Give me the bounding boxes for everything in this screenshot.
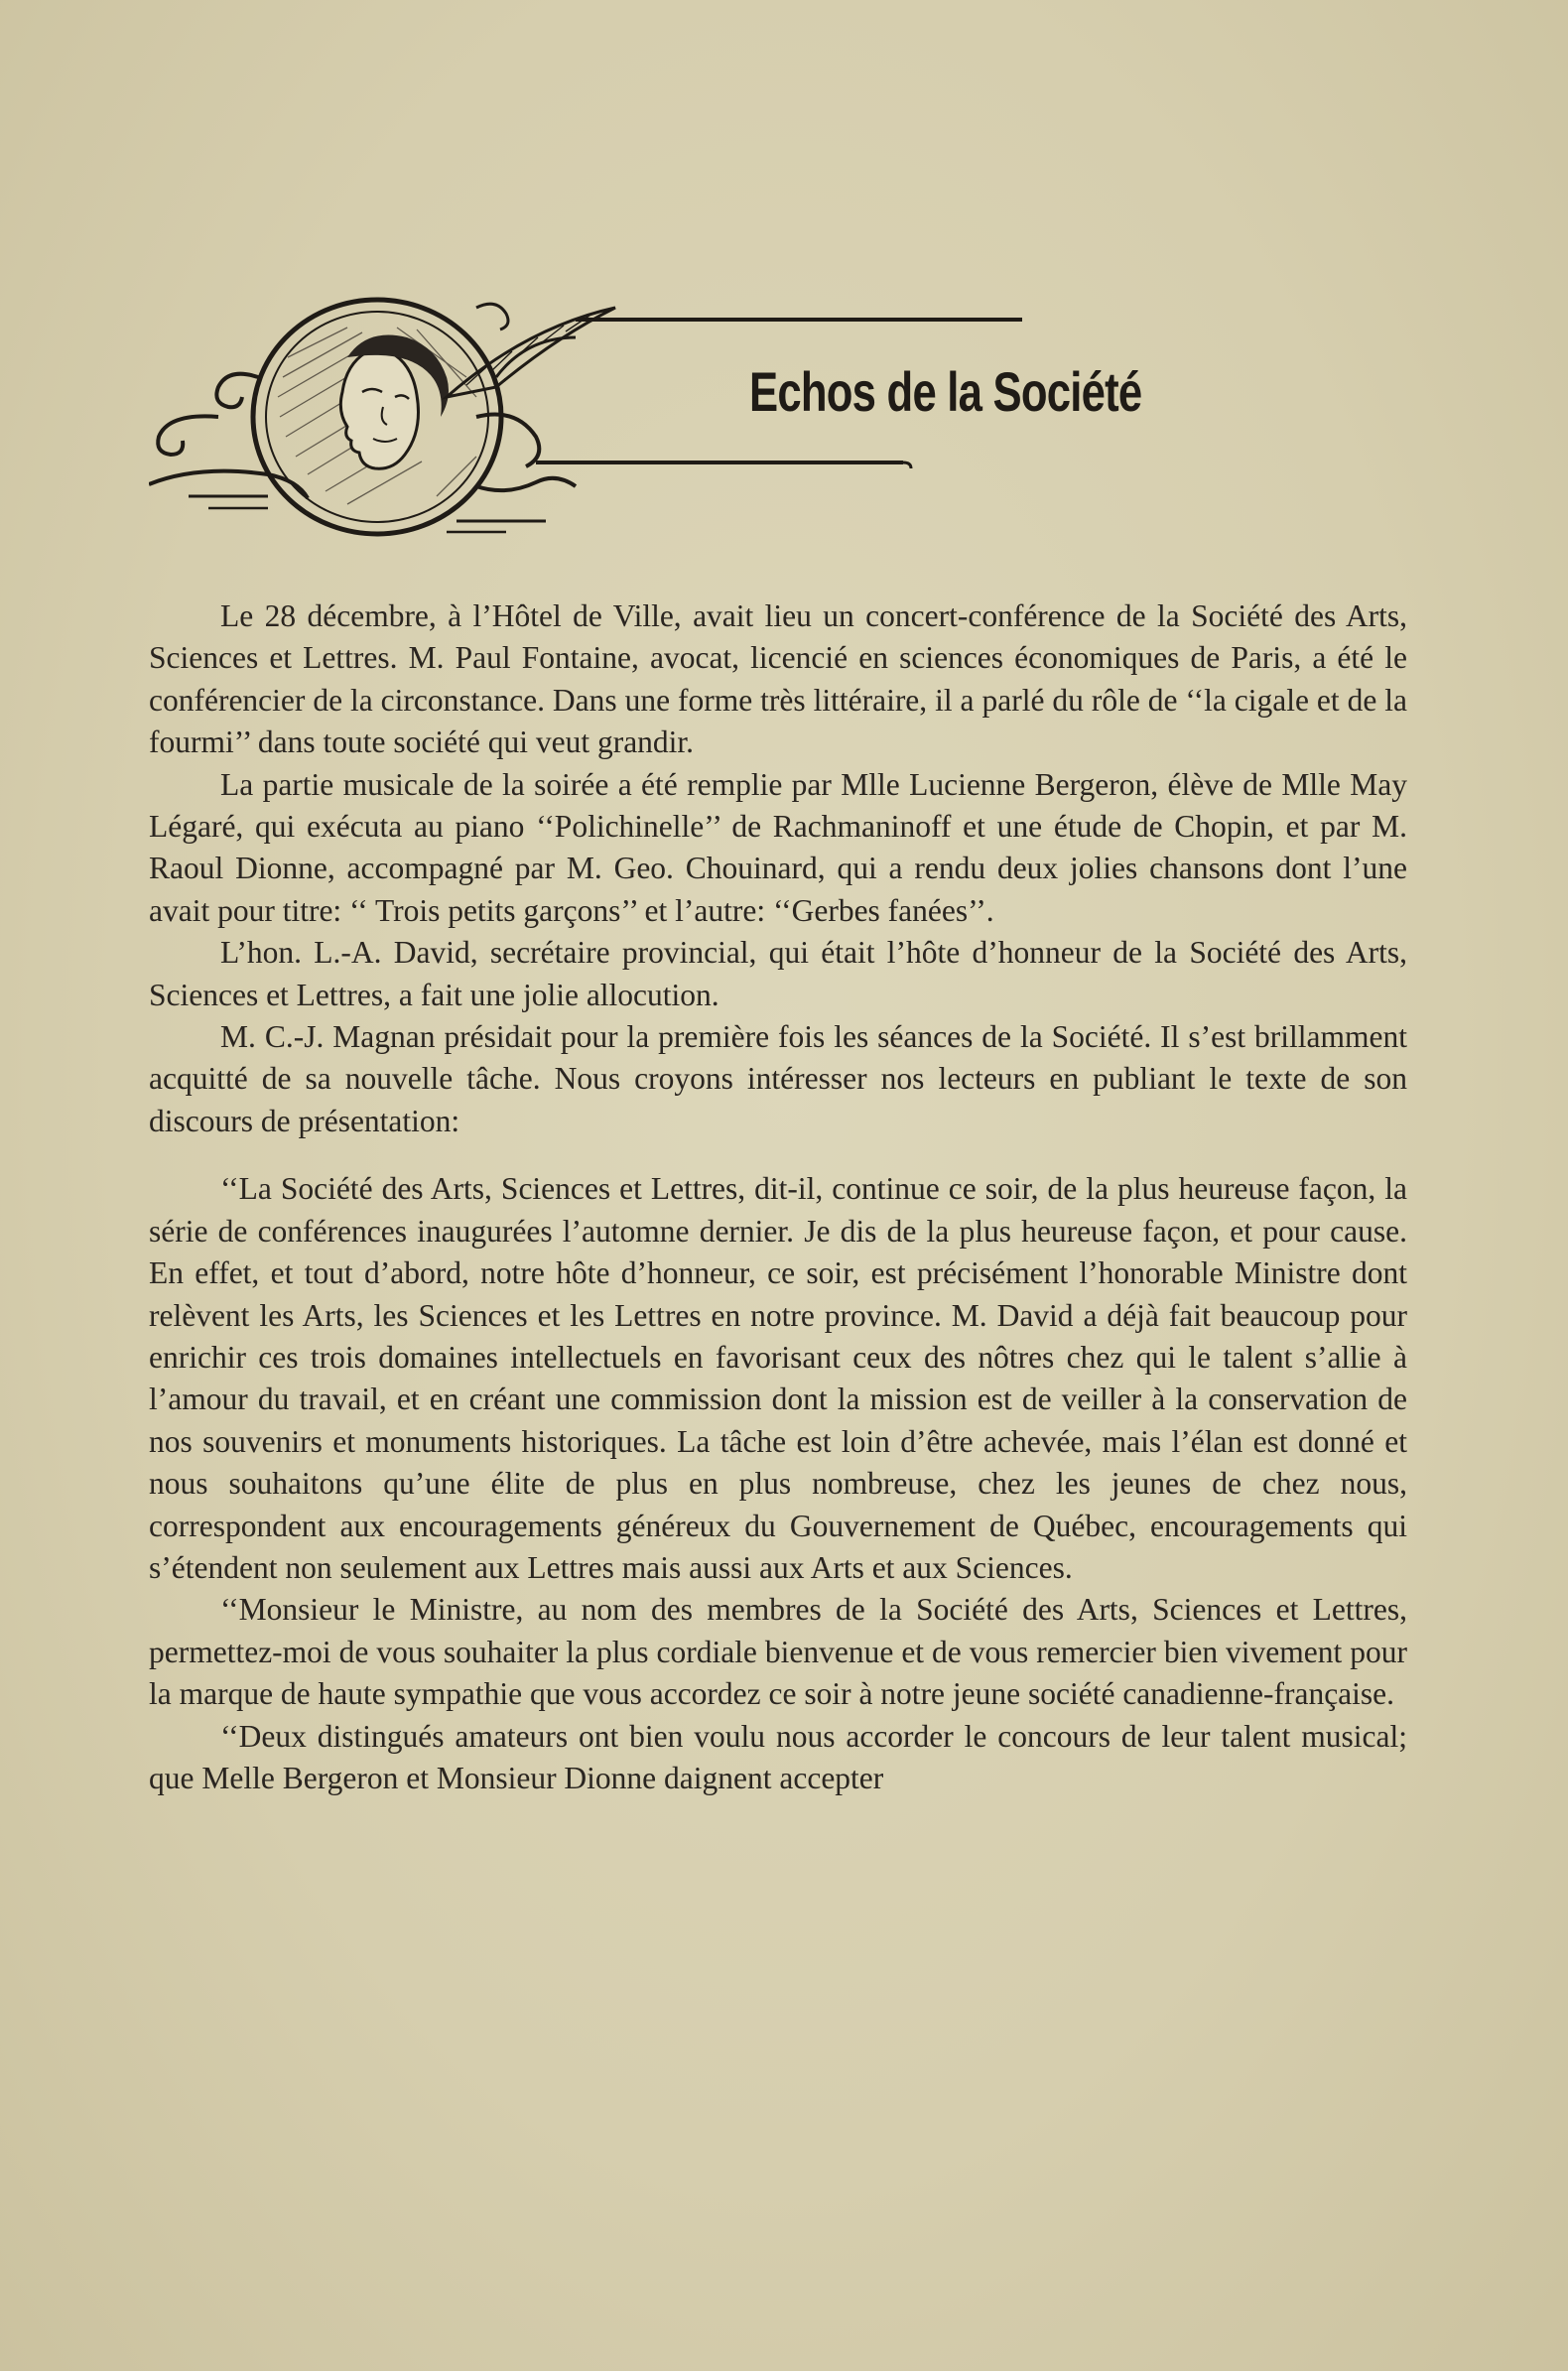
page-title: Echos de la Société: [749, 360, 1142, 423]
section-header: [149, 268, 1221, 556]
paragraph: ‘‘La Société des Arts, Sciences et Lettres, dit-il, continue ce soir, de la plus heureuse façon, la série de conférences inaugurées l’automne dernier. Je dis de la plus heureuse façon, et pour cause. En effet, et tout d’abord, notre hôte d’honneur, ce soir, est précisément l’honorable Ministre dont relèvent les Arts, les Sciences et les Lettres en notre province. M. David a déjà fait beaucoup pour enrichir ces trois domaines intellectuels en favorisant ceux des nôtres chez qui le talent s’allie à l’amour du travail, et en créant une commission dont la mission est de veiller à la conservation de nos souvenirs et monuments historiques. La tâche est loin d’être achevée, mais l’élan est donné et nous souhaitons qu’une élite de plus en plus nombreuse, chez les jeunes de chez nous, correspondent aux encouragements généreux du Gouvernement de Québec, encouragements qui s’étendent non seulement aux Lettres mais aussi aux Arts et aux Sciences.: [149, 1171, 1407, 1585]
paragraph: L’hon. L.-A. David, secrétaire provincial, qui était l’hôte d’honneur de la Société des Arts, Sciences et Lettres, a fait une jolie allocution.: [149, 935, 1407, 1012]
paragraph: Le 28 décembre, à l’Hôtel de Ville, avait lieu un concert-conférence de la Société des Arts, Sciences et Lettres. M. Paul Fontaine, avocat, licencié en sciences économiques de Paris, a été le conférencier de la circonstance. Dans une forme très littéraire, il a parlé du rôle de ‘‘la cigale et de la fourmi’’ dans toute société qui veut grandir.: [149, 598, 1407, 760]
paragraph: ‘‘Monsieur le Ministre, au nom des membres de la Société des Arts, Sciences et Lettres, permettez-moi de vous souhaiter la plus cordiale bienvenue et de vous remercier bien vivement pour la marque de haute sympathie que vous accordez ce soir à notre jeune société canadienne-française.: [149, 1592, 1407, 1712]
paragraph: M. C.-J. Magnan présidait pour la première fois les séances de la Société. Il s’est brillamment acquitté de sa nouvelle tâche. Nous croyons intéresser nos lecteurs en publiant le texte de son discours de présentation:: [149, 1019, 1407, 1138]
paragraph: La partie musicale de la soirée a été remplie par Mlle Lucienne Bergeron, élève de Mlle May Légaré, qui exécuta au piano ‘‘Polichinelle’’ de Rachmaninoff et une étude de Chopin, et par M. Raoul Dionne, accompagné par M. Geo. Chouinard, qui a rendu deux jolies chansons dont l’une avait pour titre: ‘‘ Trois petits garçons’’ et l’autre: ‘‘Gerbes fanées’’.: [149, 766, 1407, 928]
article-body: [149, 595, 1407, 1799]
paragraph: ‘‘Deux distingués amateurs ont bien voulu nous accorder le concours de leur talent musical; que Melle Bergeron et Monsieur Dionne daignent accepter: [149, 1718, 1407, 1795]
